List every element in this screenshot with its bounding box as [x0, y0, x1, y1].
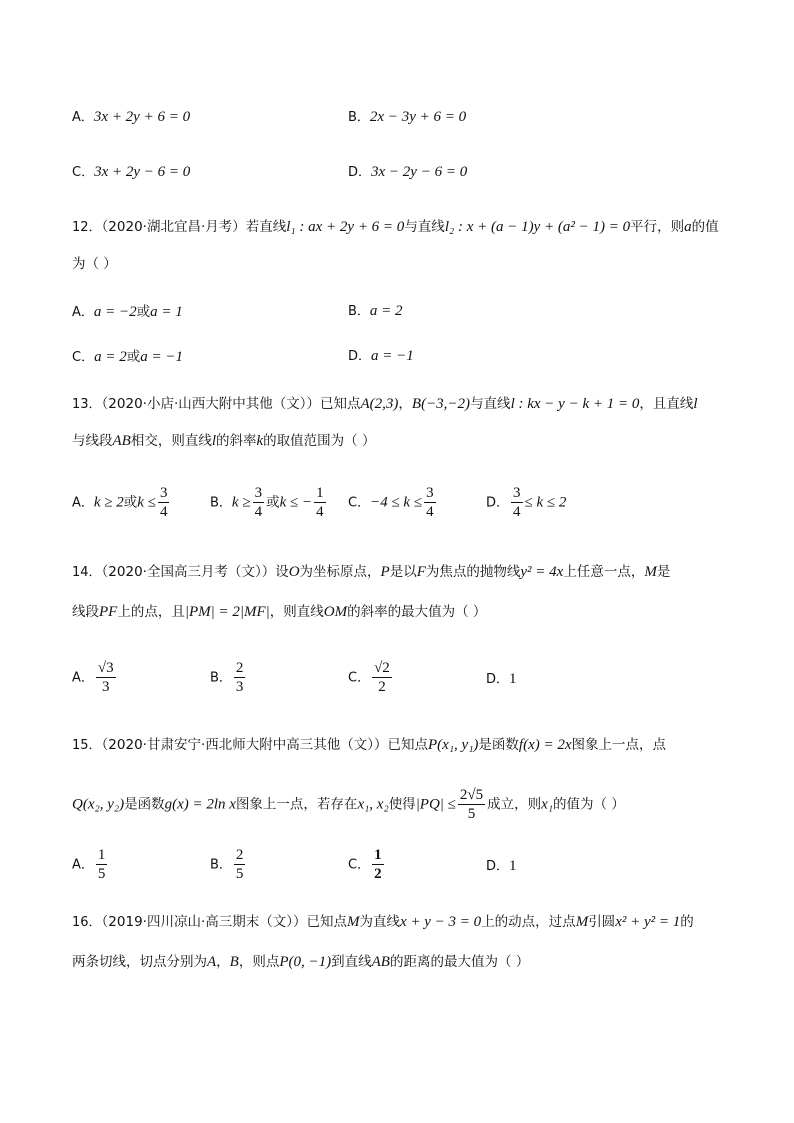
fraction: $\frac{3}{4}$	[254, 485, 263, 520]
fraction: $\frac{3}{4}$	[159, 485, 168, 520]
q12-stem-line1: 12．（2020·湖北宜昌·月考）若直线l₁ : ax + 2y + 6 = 0与直线l₂ : x + (a − 1)y + (a² − 1) = 0平行，则a的值	[72, 219, 719, 235]
fraction: $\frac{√2}{2}$	[374, 660, 390, 695]
q14-option-c[interactable]: C． $\frac{√2}{2}$	[348, 660, 390, 695]
q14-option-a[interactable]: A． $\frac{√3}{3}$	[72, 660, 114, 695]
q12-option-c[interactable]: C．a = 2或a = −1	[72, 349, 183, 365]
fraction: $\frac{2}{3}$	[235, 660, 244, 695]
fraction: $\frac{3}{4}$	[513, 485, 521, 520]
fraction: $\frac{2}{5}$	[235, 847, 244, 882]
q15-stem-line2: Q(x₂, y₂)是函数g(x) = 2ln x图象上一点，若存在x₁, x₂使得|PQ| ≤ $\frac{2√5}{5}$ 成立，则x₁的值为（ ）	[72, 787, 625, 822]
q13-stem-line2: 与线段AB相交，则直线l的斜率k的取值范围为（ ）	[72, 433, 376, 449]
q12-option-d[interactable]: D．a = −1	[348, 348, 414, 364]
q12-option-a[interactable]: A．a = −2或a = 1	[72, 304, 183, 320]
q15-stem-line1: 15．（2020·甘肃安宁·西北师大附中高三其他（文））已知点P(x₁, y₁)是函数f(x) = 2x图象上一点，点	[72, 737, 667, 753]
q12-stem-line2: 为（ ）	[72, 256, 117, 272]
q13-stem-line1: 13．（2020·小店·山西大附中其他（文））已知点A(2,3)，B(−3,−2)与直线l : kx − y − k + 1 = 0，且直线l	[72, 396, 698, 412]
q15-option-c[interactable]: C． $\frac{1}{2}$	[348, 847, 382, 882]
q11-option-c[interactable]: C．3x + 2y − 6 = 0	[72, 164, 191, 180]
fraction: $\frac{1}{4}$	[316, 485, 324, 520]
fraction: $\frac{1}{5}$	[97, 847, 106, 882]
q11-option-a[interactable]: A．3x + 2y + 6 = 0	[72, 109, 191, 125]
q11-option-d[interactable]: D．3x − 2y − 6 = 0	[348, 164, 468, 180]
q13-option-a[interactable]: A．k ≥ 2或k ≤ $\frac{3}{4}$	[72, 485, 168, 520]
fraction: $\frac{1}{2}$	[374, 847, 382, 882]
fraction: $\frac{√3}{3}$	[97, 660, 114, 695]
q15-option-a[interactable]: A． $\frac{1}{5}$	[72, 847, 106, 882]
q13-option-b[interactable]: B．k ≥ $\frac{3}{4}$ 或k ≤ − $\frac{1}{4}$	[210, 485, 324, 520]
fraction: $\frac{2√5}{5}$	[459, 787, 484, 822]
q14-stem-line1: 14．（2020·全国高三月考（文））设O为坐标原点，P是以F为焦点的抛物线y² = 4x上任意一点，M是	[72, 564, 671, 580]
q14-option-b[interactable]: B． $\frac{2}{3}$	[210, 660, 244, 695]
q13-option-c[interactable]: C．−4 ≤ k ≤ $\frac{3}{4}$	[348, 485, 434, 520]
q15-option-d[interactable]: D．1	[486, 858, 517, 874]
q16-stem-line1: 16．（2019·四川凉山·高三期末（文））已知点M为直线x + y − 3 = 0上的动点，过点M引圆x² + y² = 1的	[72, 914, 694, 930]
q12-option-b[interactable]: B．a = 2	[348, 303, 403, 319]
q16-stem-line2: 两条切线，切点分别为A，B，则点P(0, −1)到直线AB的距离的最大值为（ ）	[72, 954, 530, 970]
q14-option-d[interactable]: D．1	[486, 671, 517, 687]
q11-option-b[interactable]: B．2x − 3y + 6 = 0	[348, 109, 467, 125]
q14-stem-line2: 线段PF上的点，且|PM| = 2|MF|，则直线OM的斜率的最大值为（ ）	[72, 604, 487, 620]
fraction: $\frac{3}{4}$	[426, 485, 434, 520]
q15-option-b[interactable]: B． $\frac{2}{5}$	[210, 847, 244, 882]
q13-option-d[interactable]: D． $\frac{3}{4}$ ≤ k ≤ 2	[486, 485, 567, 520]
